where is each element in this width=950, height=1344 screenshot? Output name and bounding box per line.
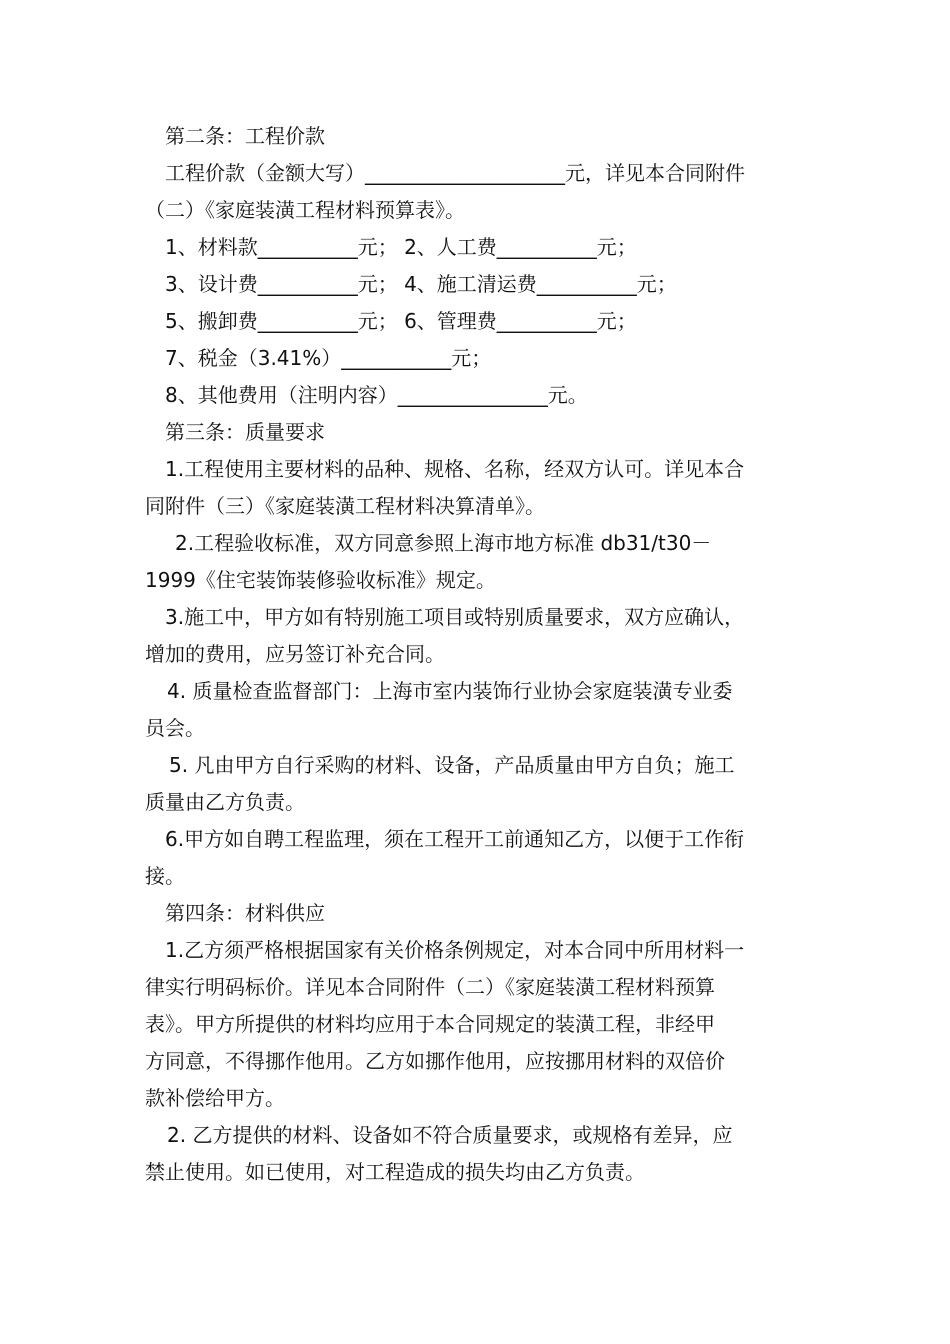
fee-items-3-4: 3、设计费__________元； 4、施工清运费__________元；	[165, 272, 677, 296]
quality-clause-2: 2.工程验收标准，双方同意参照上海市地方标准 db31/t30－	[175, 531, 712, 555]
supply-clause-1: 1.乙方须严格根据国家有关价格条例规定，对本合同中所用材料一	[165, 938, 745, 962]
quality-clause-3: 3.施工中，甲方如有特别施工项目或特别质量要求，双方应确认，	[165, 605, 745, 629]
project-price-line: 工程价款（金额大写）____________________元，详见本合同附件	[165, 161, 745, 185]
article-3-heading: 第三条：质量要求	[165, 420, 325, 444]
supply-clause-1-cont-b: 表》。甲方所提供的材料均应用于本合同规定的装潢工程，非经甲	[145, 1012, 715, 1036]
quality-clause-4-cont: 员会。	[145, 716, 205, 740]
quality-clause-5: 5. 凡由甲方自行采购的材料、设备，产品质量由甲方自负；施工	[169, 753, 735, 777]
fee-items-1-2: 1、材料款__________元； 2、人工费__________元；	[165, 235, 637, 259]
quality-clause-1: 1.工程使用主要材料的品种、规格、名称，经双方认可。详见本合	[165, 457, 745, 481]
fee-items-5-6: 5、搬卸费__________元； 6、管理费__________元；	[165, 309, 637, 333]
quality-clause-6: 6.甲方如自聘工程监理，须在工程开工前通知乙方，以便于工作衔	[165, 827, 745, 851]
quality-clause-4: 4. 质量检查监督部门：上海市室内装饰行业协会家庭装潢专业委	[167, 679, 733, 703]
fee-item-8-other: 8、其他费用（注明内容）_______________元。	[165, 383, 588, 407]
quality-clause-6-cont: 接。	[145, 864, 185, 888]
quality-clause-2-cont: 1999《住宅装饰装修验收标准》规定。	[145, 568, 496, 592]
document-body	[145, 118, 810, 1191]
supply-clause-2: 2. 乙方提供的材料、设备如不符合质量要求，或规格有差异，应	[167, 1123, 733, 1147]
article-2-heading: 第二条：工程价款	[165, 124, 325, 148]
supply-clause-1-cont-d: 款补偿给甲方。	[145, 1086, 285, 1110]
project-price-continuation: （二）《家庭装潢工程材料预算表》。	[145, 198, 465, 222]
quality-clause-3-cont: 增加的费用，应另签订补充合同。	[145, 642, 445, 666]
supply-clause-1-cont-c: 方同意，不得挪作他用。乙方如挪作他用，应按挪用材料的双倍价	[145, 1049, 725, 1073]
supply-clause-2-cont: 禁止使用。如已使用，对工程造成的损失均由乙方负责。	[145, 1160, 645, 1184]
quality-clause-1-cont: 同附件（三）《家庭装潢工程材料决算清单》。	[145, 494, 545, 518]
fee-item-7-tax: 7、税金（3.41%）___________元；	[165, 346, 492, 370]
article-4-heading: 第四条：材料供应	[165, 901, 325, 925]
quality-clause-5-cont: 质量由乙方负责。	[145, 790, 305, 814]
supply-clause-1-cont-a: 律实行明码标价。详见本合同附件（二）《家庭装潢工程材料预算	[145, 975, 715, 999]
